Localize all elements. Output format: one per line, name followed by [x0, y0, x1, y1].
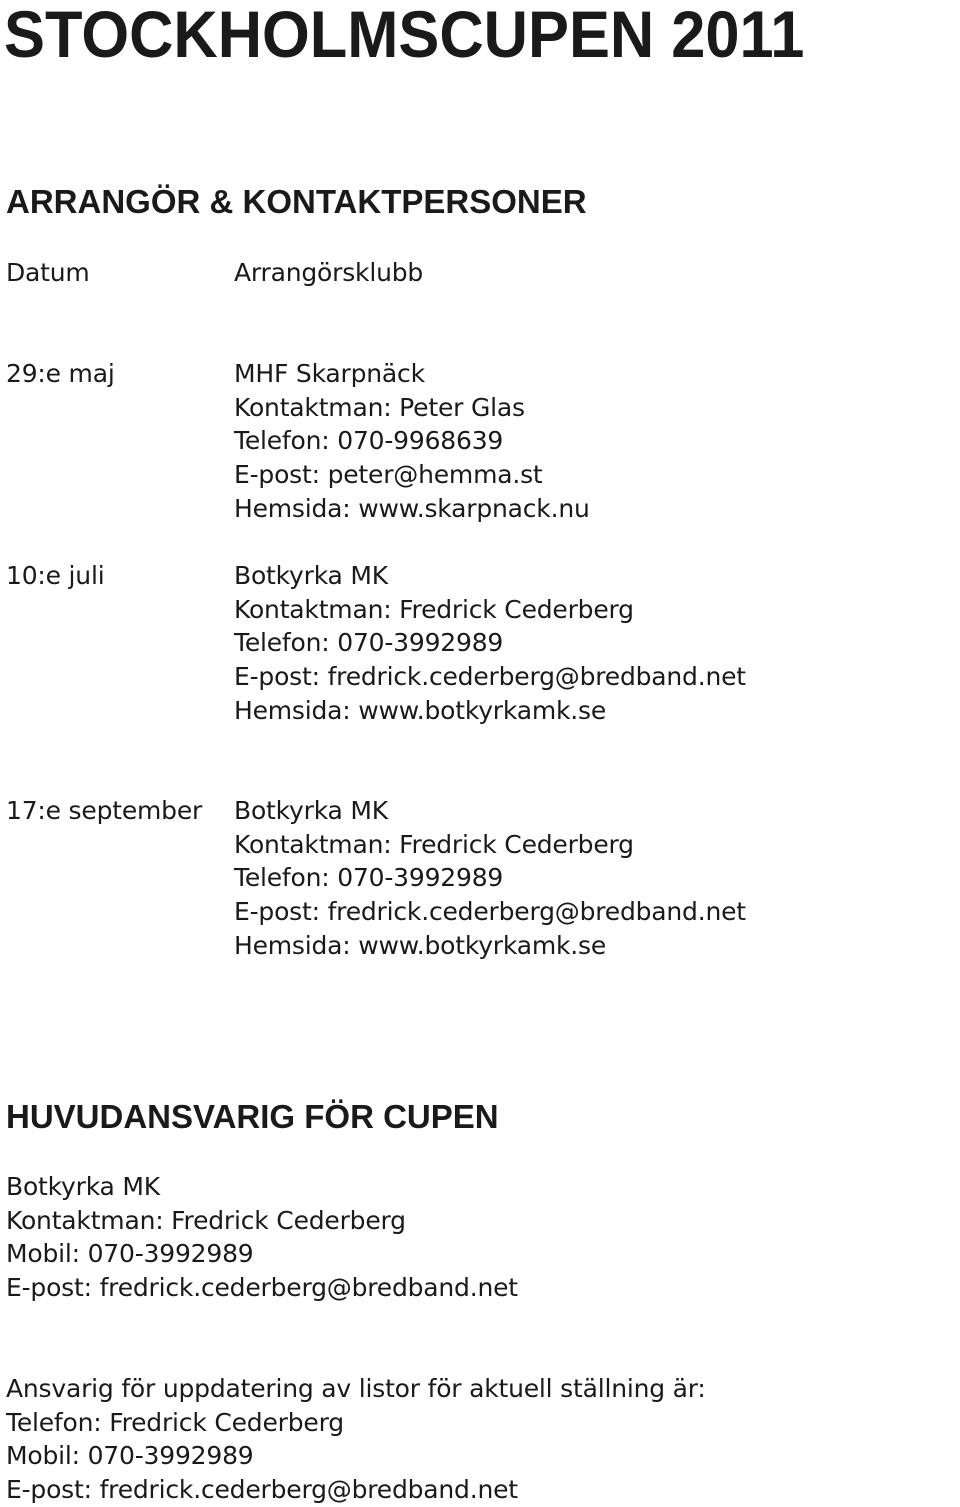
event-club-details: [234, 559, 746, 727]
event-date: 17:e september: [6, 796, 203, 825]
section-heading-arrangor: ARRANGÖR & KONTAKTPERSONER: [6, 183, 587, 220]
contact-person: Kontaktman: Fredrick Cederberg: [6, 1205, 406, 1235]
phone-number: Telefon: 070-3992989: [234, 628, 504, 658]
email-address: E-post: fredrick.cederberg@bredband.net: [6, 1273, 518, 1303]
event-club-details: [234, 794, 746, 962]
page-title: STOCKHOLMSCUPEN 2011: [4, 0, 805, 71]
contact-person: Kontaktman: Fredrick Cederberg: [234, 829, 634, 859]
section-heading-huvudansvarig: HUVUDANSVARIG FÖR CUPEN: [6, 1098, 499, 1135]
mobile-number: Mobil: 070-3992989: [6, 1239, 254, 1269]
column-header-datum: Datum: [6, 258, 90, 287]
update-responsible-label: Ansvarig för uppdatering av listor för aktuell ställning är:: [6, 1374, 706, 1403]
website: Hemsida: www.botkyrkamk.se: [234, 930, 607, 960]
club-name: Botkyrka MK: [6, 1172, 160, 1201]
mobile-number: Mobil: 070-3992989: [6, 1441, 254, 1471]
club-name: Botkyrka MK: [234, 561, 388, 590]
event-date: 10:e juli: [6, 561, 105, 590]
club-name: MHF Skarpnäck: [234, 359, 425, 388]
column-header-arrangorsklubb: Arrangörsklubb: [234, 258, 424, 287]
huvudansvarig-details: [6, 1170, 518, 1305]
club-name: Botkyrka MK: [234, 796, 388, 825]
email-address: E-post: fredrick.cederberg@bredband.net: [6, 1475, 518, 1505]
event-club-details: [234, 357, 590, 525]
email-address: E-post: peter@hemma.st: [234, 460, 543, 490]
event-date: 29:e maj: [6, 359, 115, 388]
email-address: E-post: fredrick.cederberg@bredband.net: [234, 897, 746, 927]
website: Hemsida: www.skarpnack.nu: [234, 493, 590, 523]
contact-person: Telefon: Fredrick Cederberg: [6, 1407, 344, 1437]
contact-person: Kontaktman: Peter Glas: [234, 392, 525, 422]
contact-person: Kontaktman: Fredrick Cederberg: [234, 594, 634, 624]
email-address: E-post: fredrick.cederberg@bredband.net: [234, 662, 746, 692]
website: Hemsida: www.botkyrkamk.se: [234, 695, 607, 725]
uppdatering-details: [6, 1372, 706, 1507]
phone-number: Telefon: 070-3992989: [234, 863, 504, 893]
phone-number: Telefon: 070-9968639: [234, 426, 504, 456]
